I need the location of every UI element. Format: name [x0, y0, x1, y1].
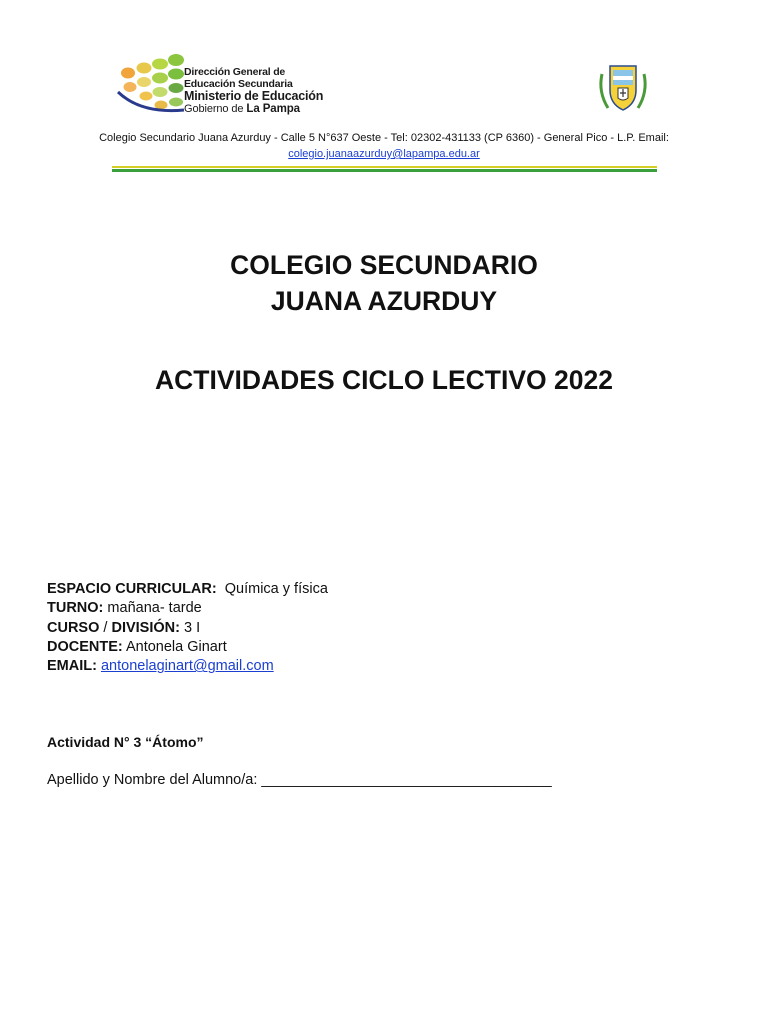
ministry-logo: [116, 52, 332, 122]
logo-line-3: Ministerio de Educación: [184, 89, 324, 103]
info-email-link[interactable]: antonelaginart@gmail.com: [100, 658, 274, 675]
info-turno-value: mañana- tarde: [107, 600, 202, 617]
course-info: [47, 580, 328, 676]
info-curso-label-a: CURSO: [47, 619, 100, 636]
title-line-1: COLEGIO SECUNDARIO: [230, 250, 538, 280]
info-curso: [47, 619, 328, 638]
title-line-2: JUANA AZURDUY: [270, 286, 498, 316]
school-crest-icon: [596, 60, 650, 116]
info-turno-label: TURNO:: [47, 600, 104, 617]
header-email-link[interactable]: colegio.juanaazurduy@lapampa.edu.ar: [288, 148, 480, 160]
info-docente-label: DOCENTE:: [47, 638, 123, 655]
info-email: [47, 657, 328, 676]
info-docente: [47, 638, 328, 657]
ministry-logo-text: [184, 66, 323, 115]
school-crest: [596, 60, 650, 116]
info-curso-sep: /: [99, 619, 112, 636]
header-rule-green: [112, 169, 657, 172]
title-line-3: ACTIVIDADES CICLO LECTIVO 2022: [155, 365, 613, 395]
header-address: Colegio Secundario Juana Azurduy - Calle 5 N°637 Oeste - Tel: 02302-431133 (CP 6360) - General Pico - L.P. Email:: [99, 132, 669, 144]
info-espacio-label: ESPACIO CURRICULAR:: [47, 581, 217, 597]
logo-line-1: Dirección General de: [184, 66, 286, 78]
ministry-logo-icon: [116, 52, 186, 114]
logo-line-4-prefix: Gobierno de: [184, 103, 247, 115]
student-name-row: [47, 772, 552, 788]
student-name-label: Apellido y Nombre del Alumno/a:: [47, 772, 262, 788]
info-curso-value: 3 I: [183, 619, 201, 636]
logo-line-2: Educación Secundaria: [184, 78, 293, 90]
header-email-row: [0, 148, 768, 160]
info-email-label: EMAIL:: [47, 658, 97, 675]
info-espacio: [47, 580, 328, 599]
student-name-blank[interactable]: ____________________________________: [261, 772, 552, 788]
logo-line-4: [184, 103, 323, 115]
logo-line-4-bold: La Pampa: [246, 103, 300, 115]
activity-title: Actividad N° 3 “Átomo”: [47, 734, 204, 750]
info-espacio-value: Química y física: [224, 581, 328, 597]
header-rule-yellow: [112, 166, 657, 168]
info-turno: [47, 599, 328, 618]
info-docente-value: Antonela Ginart: [125, 638, 227, 655]
info-curso-label-b: DIVISIÓN:: [111, 619, 180, 636]
